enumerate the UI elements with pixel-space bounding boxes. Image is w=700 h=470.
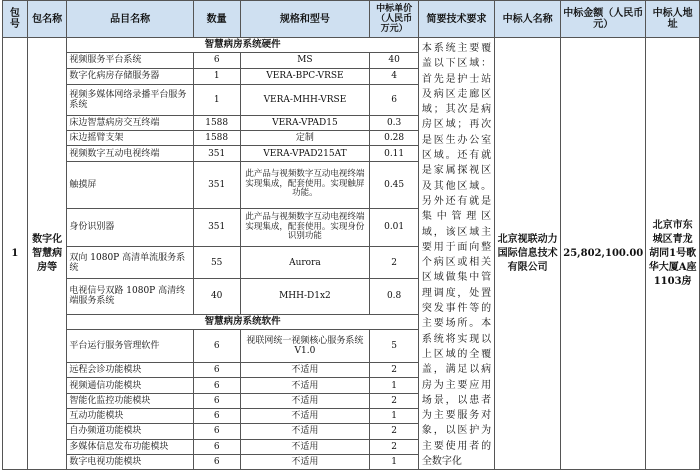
item-spec: VERA-VPAD215AT: [240, 146, 370, 161]
item-spec: 不适用: [240, 454, 370, 469]
item-spec: 不适用: [240, 363, 370, 378]
header-package: 包名称: [27, 1, 67, 38]
header-tech: 简要技术要求: [418, 1, 494, 38]
section-row: [3, 38, 700, 53]
item-price: 5: [370, 329, 419, 362]
item-spec: VERA-MHH-VRSE: [240, 85, 370, 116]
item-spec: 不适用: [240, 393, 370, 408]
item-spec: VERA-BPC-VRSE: [240, 68, 370, 85]
winner-amount: 25,802,100.00: [561, 38, 646, 470]
item-spec: Aurora: [240, 247, 370, 279]
item-spec: MHH-D1x2: [240, 278, 370, 314]
item-spec: VERA-VPAD15: [240, 115, 370, 130]
item-name: 视频多媒体网络录播平台服务系统: [67, 85, 193, 116]
item-price: 1: [370, 409, 419, 424]
item-name: 平台运行服务管理软件: [67, 329, 193, 362]
winner-address: 北京市东城区青龙胡同1号歌华大厦A座1103房: [646, 38, 700, 470]
item-price: 2: [370, 247, 419, 279]
tech-summary: 本系统主要覆盖以下区域：首先是护士站及病区走廊区域；其次是病房区域；再次是医生办公室区域。还有就是家属探视区及其他区域。另外还有就是集中管理区域，该区域主要用于面向整个病区或相关区域做集中管理调度，处置突发事件等的主要场所。本系统将实现以上区域的全覆盖，满足以病房为主要应用场景，以患者为主要服务对象，以医护为主要使用者的全数字化: [418, 38, 494, 470]
section-title-hardware: 智慧病房系统硬件: [67, 38, 419, 53]
item-qty: 6: [193, 424, 240, 439]
item-price: 40: [370, 53, 419, 68]
item-name: 视频通信功能模块: [67, 378, 193, 393]
item-name: 多媒体信息发布功能模块: [67, 439, 193, 454]
item-name: 数字化病房存储服务器: [67, 68, 193, 85]
item-name: 互动功能模块: [67, 409, 193, 424]
item-price: 2: [370, 439, 419, 454]
item-price: 0.28: [370, 131, 419, 146]
item-qty: 351: [193, 146, 240, 161]
bid-results-table: [2, 0, 700, 470]
item-name: 触摸屏: [67, 161, 193, 208]
item-price: 2: [370, 363, 419, 378]
item-name: 智能化监控功能模块: [67, 393, 193, 408]
header-qty: 数量: [193, 1, 240, 38]
item-price: 0.3: [370, 115, 419, 130]
item-qty: 6: [193, 378, 240, 393]
item-spec: 不适用: [240, 424, 370, 439]
item-name: 视频数字互动电视终端: [67, 146, 193, 161]
item-spec: MS: [240, 53, 370, 68]
item-spec: 视联网统一视频核心服务系统 V1.0: [240, 329, 370, 362]
item-qty: 351: [193, 161, 240, 208]
item-name: 双向 1080P 高清单流服务系统: [67, 247, 193, 279]
item-qty: 1: [193, 68, 240, 85]
item-price: 2: [370, 424, 419, 439]
item-qty: 55: [193, 247, 240, 279]
header-seq: 包号: [3, 1, 28, 38]
item-qty: 6: [193, 393, 240, 408]
item-qty: 6: [193, 409, 240, 424]
item-price: 6: [370, 85, 419, 116]
header-item: 品目名称: [67, 1, 193, 38]
item-qty: 6: [193, 363, 240, 378]
item-qty: 351: [193, 208, 240, 246]
package-seq: 1: [3, 38, 28, 470]
item-price: 0.45: [370, 161, 419, 208]
item-name: 自办频道功能模块: [67, 424, 193, 439]
item-spec: 定制: [240, 131, 370, 146]
item-spec: 不适用: [240, 409, 370, 424]
item-qty: 6: [193, 53, 240, 68]
item-spec: 此产品与视频数字互动电视终端实现集成，配套使用。实现触屏功能。: [240, 161, 370, 208]
item-qty: 6: [193, 454, 240, 469]
header-winner: 中标人名称: [495, 1, 561, 38]
item-name: 床边摇臂支架: [67, 131, 193, 146]
item-price: 0.8: [370, 278, 419, 314]
item-qty: 6: [193, 439, 240, 454]
item-price: 1: [370, 378, 419, 393]
item-price: 0.11: [370, 146, 419, 161]
item-name: 床边智慧病房交互终端: [67, 115, 193, 130]
item-qty: 40: [193, 278, 240, 314]
item-name: 视频服务平台系统: [67, 53, 193, 68]
item-name: 电视信号双路 1080P 高清终端服务系统: [67, 278, 193, 314]
header-address: 中标人地址: [646, 1, 700, 38]
item-spec: 不适用: [240, 378, 370, 393]
package-name: 数字化智慧病房等: [27, 38, 67, 470]
header-unit-price: 中标单价（人民币万元）: [370, 1, 419, 38]
item-price: 1: [370, 454, 419, 469]
header-amount: 中标金额（人民币元）: [561, 1, 646, 38]
item-name: 身份识别器: [67, 208, 193, 246]
item-name: 远程会诊功能模块: [67, 363, 193, 378]
item-qty: 6: [193, 329, 240, 362]
item-name: 数字电视功能模块: [67, 454, 193, 469]
item-qty: 1: [193, 85, 240, 116]
item-qty: 1588: [193, 131, 240, 146]
section-title-software: 智慧病房系统软件: [67, 314, 419, 329]
item-spec: 此产品与视频数字互动电视终端实现集成，配套使用。实现身份识别功能: [240, 208, 370, 246]
winner-name: 北京视联动力国际信息技术有限公司: [495, 38, 561, 470]
header-spec: 规格和型号: [240, 1, 370, 38]
item-spec: 不适用: [240, 439, 370, 454]
item-qty: 1588: [193, 115, 240, 130]
item-price: 0.01: [370, 208, 419, 246]
item-price: 4: [370, 68, 419, 85]
item-price: 2: [370, 393, 419, 408]
header-row: [3, 1, 700, 38]
